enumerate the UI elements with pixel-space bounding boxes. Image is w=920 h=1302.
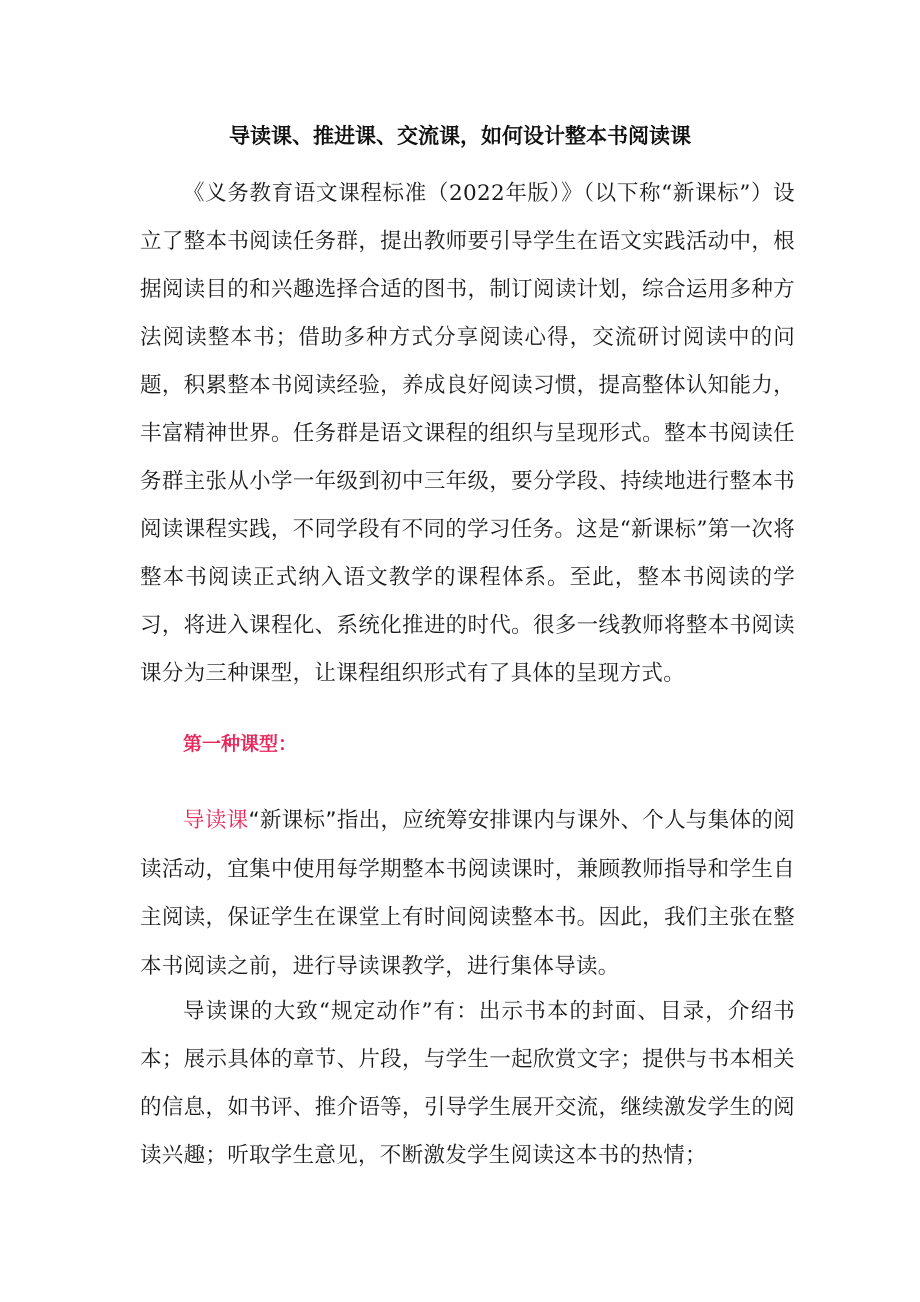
daodu-paragraph bbox=[140, 797, 795, 991]
section-heading: 第一种课型： bbox=[183, 733, 298, 755]
daodu-paragraph-text: “新课标”指出，应统筹安排课内与课外、个人与集体的阅读活动，宜集中使用每学期整本书阅读课时，兼顾教师指导和学生自主阅读，保证学生在课堂上有时间阅读整本书。因此，我们主张在整本书阅读之前，进行导读课教学，进行集体导读。 bbox=[140, 808, 795, 979]
actions-lead: 导读课的 bbox=[183, 999, 274, 1024]
intro-paragraph: 《义务教育语文课程标准（2022年版）》（以下称“新课标”）设立了整本书阅读任务群，提出教师要引导学生在语文实践活动中，根据阅读目的和兴趣选择合适的图书，制订阅读计划，综合运用多种方法阅读整本书；借助多种方式分享阅读心得，交流研讨阅读中的问题，积累整本书阅读经验，养成良好阅读习惯，提高整体认知能力，丰富精神世界。任务群是语文课程的组织与呈现形式。整本书阅读任务群主张从小学一年级到初中三年级，要分学段、持续地进行整本书阅读课程实践，不同学段有不同的学习任务。这是“新课标”第一次将整本书阅读正式纳入语文教学的课程体系。至此，整本书阅读的学习，将进入课程化、系统化推进的时代。很多一线教师将整本书阅读课分为三种课型，让课程组织形式有了具体的呈现方式。 bbox=[140, 181, 795, 686]
document-title: 导读课、推进课、交流课，如何设计整本书阅读课 bbox=[229, 124, 691, 148]
daodu-term: 导读课 bbox=[183, 808, 249, 833]
actions-paragraph-text: 大致“规定动作”有：出示书本的封面、目录，介绍书本；展示具体的章节、片段，与学生一起欣赏文字；提供与书本相关的信息，如书评、推介语等，引导学生展开交流，继续激发学生的阅读兴趣；听取学生意见，不断激发学生阅读这本书的热情； bbox=[140, 999, 796, 1168]
actions-paragraph bbox=[140, 988, 795, 1180]
